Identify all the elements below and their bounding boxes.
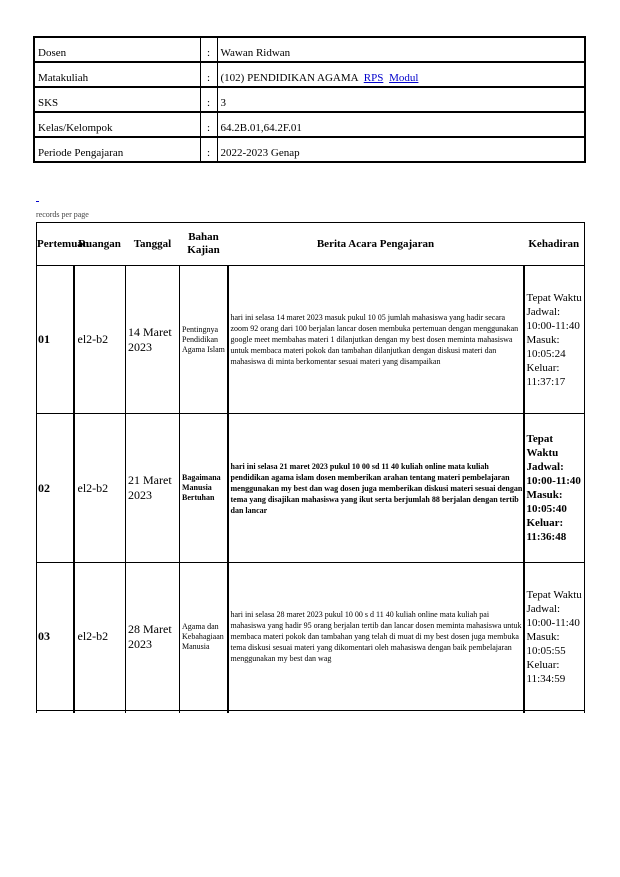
cell-tanggal: 28 Maret 2023 — [126, 563, 180, 711]
cell-kehadiran — [524, 266, 585, 414]
teaching-log-table — [36, 222, 585, 713]
header-tanggal: Tanggal — [126, 223, 180, 266]
cell-bahan-kajian: Bagaimana Manusia Bertuhan — [180, 414, 228, 563]
cell-kehadiran — [524, 414, 585, 563]
info-value-cell — [217, 62, 585, 87]
info-row-dosen — [34, 37, 585, 62]
info-value: 2022-2023 Genap — [217, 137, 585, 162]
info-row-periode — [34, 137, 585, 162]
table-row — [37, 266, 585, 414]
kehadiran-status: Tepat Waktu — [526, 433, 559, 459]
edge-cell — [126, 711, 180, 713]
cell-berita-acara: hari ini selasa 14 maret 2023 masuk pukul 10 05 jumlah mahasiswa yang hadir secara zoom 92 orang dari 100 berjalan lancar dosen membuka pertemuan dengan menggunakan google meet membahas materi 1 dilanjutkan dengan my best dosen meminta mahasiswa untuk membaca materi pokok dan tambahan dilanjutkan dengan diskusi materi dan mahasiswa di minta berkomentar sesuai materi yang disampaikan — [228, 266, 524, 414]
table-bottom-edge — [37, 711, 585, 713]
kehadiran-masuk: Masuk: 10:05:40 — [526, 489, 567, 515]
edge-cell — [180, 711, 228, 713]
kehadiran-keluar: Keluar: 11:34:59 — [526, 658, 566, 685]
table-header-row — [37, 223, 585, 266]
cell-berita-acara: hari ini selasa 28 maret 2023 pukul 10 00 s d 11 40 kuliah online mata kuliah pai mahasiswa yang hadir 95 orang berjalan tertib dan lancar dosen meminta mahasiswa untuk membaca materi pokok dan tambahan yang telah di muat di my best dosen juga membuka tema diskusi sesuai materi yang dikomentari oleh mahasiswa dengan baik pembelajaran menggunakan my best dan wag — [228, 563, 524, 711]
cell-pertemuan: 02 — [37, 414, 74, 563]
page-size-link[interactable] — [36, 199, 39, 202]
header-bahan-kajian: Bahan Kajian — [180, 223, 228, 266]
cell-ruangan: el2-b2 — [74, 266, 126, 414]
info-label: Kelas/Kelompok — [34, 112, 200, 137]
cell-tanggal: 14 Maret 2023 — [126, 266, 180, 414]
cell-berita-acara: hari ini selasa 21 maret 2023 pukul 10 00 sd 11 40 kuliah online mata kuliah pendidikan agama islam dosen memberikan arahan tentang materi pembelajaran menggunakan my best dan wag dosen juga memberikan diskusi materi sesuai dengan tema yang disajikan mahasiswa yang ikut serta berjumlah 88 berjalan dengan tertib dan lancar — [228, 414, 524, 563]
info-label: Matakuliah — [34, 62, 200, 87]
info-label: Periode Pengajaran — [34, 137, 200, 162]
kehadiran-status: Tepat Waktu — [526, 588, 582, 601]
edge-cell — [228, 711, 524, 713]
info-label: SKS — [34, 87, 200, 112]
info-separator: : — [200, 137, 217, 162]
info-separator: : — [200, 62, 217, 87]
info-separator: : — [200, 112, 217, 137]
edge-cell — [74, 711, 126, 713]
info-row-sks — [34, 87, 585, 112]
cell-tanggal: 21 Maret 2023 — [126, 414, 180, 563]
table-row — [37, 563, 585, 711]
info-value: (102) PENDIDIKAN AGAMA — [220, 72, 358, 84]
course-info-table — [33, 36, 586, 163]
cell-pertemuan: 01 — [37, 266, 74, 414]
kehadiran-keluar: Keluar: 11:37:17 — [526, 361, 566, 388]
cell-bahan-kajian: Pentingnya Pendidikan Agama Islam — [180, 266, 228, 414]
info-separator: : — [200, 87, 217, 112]
info-value: 3 — [217, 87, 585, 112]
kehadiran-masuk: Masuk: 10:05:24 — [526, 333, 566, 360]
table-row — [37, 414, 585, 563]
kehadiran-masuk: Masuk: 10:05:55 — [526, 630, 566, 657]
rps-link[interactable]: RPS — [363, 72, 384, 84]
info-label: Dosen — [34, 37, 200, 62]
header-pertemuan: Pertemuan — [37, 223, 74, 266]
cell-ruangan: el2-b2 — [74, 563, 126, 711]
cell-pertemuan: 03 — [37, 563, 74, 711]
cell-kehadiran — [524, 563, 585, 711]
info-row-matakuliah — [34, 62, 585, 87]
kehadiran-jadwal: Jadwal: 10:00-11:40 — [526, 305, 580, 332]
edge-cell — [524, 711, 585, 713]
kehadiran-status: Tepat Waktu — [526, 291, 582, 304]
modul-link[interactable]: Modul — [389, 72, 419, 84]
records-per-page-label: records per page — [36, 210, 89, 219]
header-ruangan: Ruangan — [74, 223, 126, 266]
header-kehadiran: Kehadiran — [524, 223, 585, 266]
cell-ruangan: el2-b2 — [74, 414, 126, 563]
cell-bahan-kajian: Agama dan Kebahagiaan Manusia — [180, 563, 228, 711]
info-separator: : — [200, 37, 217, 62]
kehadiran-jadwal: Jadwal: 10:00-11:40 — [526, 602, 580, 629]
header-berita-acara: Berita Acara Pengajaran — [228, 223, 524, 266]
info-row-kelas — [34, 112, 585, 137]
info-value: Wawan Ridwan — [217, 37, 585, 62]
kehadiran-jadwal: Jadwal: 10:00-11:40 — [526, 461, 581, 487]
info-value: 64.2B.01,64.2F.01 — [217, 112, 585, 137]
edge-cell — [37, 711, 74, 713]
kehadiran-keluar: Keluar: 11:36:48 — [526, 517, 567, 543]
